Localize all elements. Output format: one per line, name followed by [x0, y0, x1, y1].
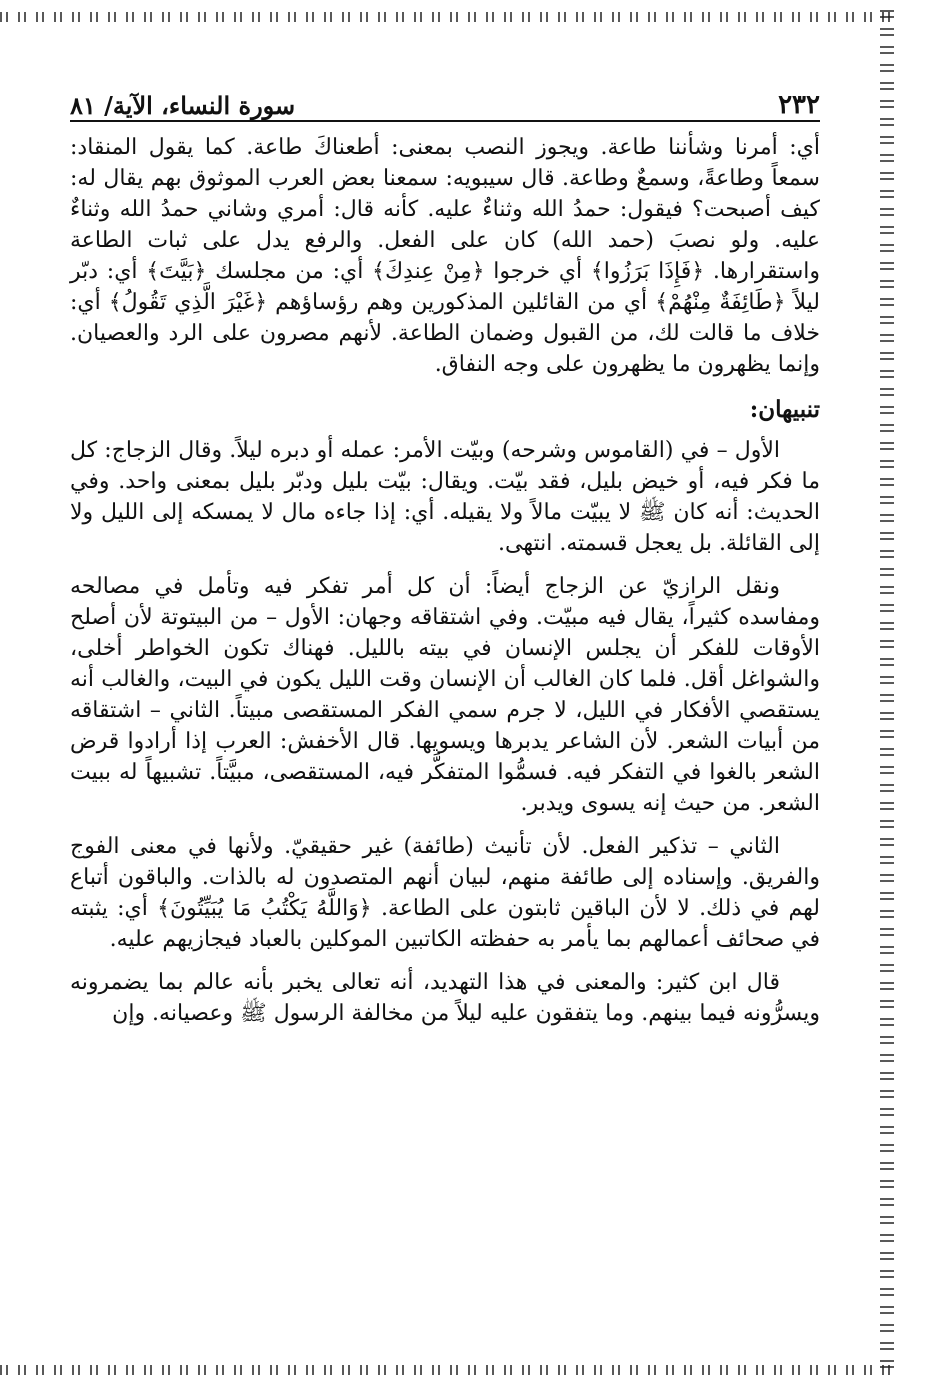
ornamental-border-top — [0, 12, 900, 22]
running-title: سورة النساء، الآية/ ٨١ — [70, 91, 296, 120]
paragraph-1: أي: أمرنا وشأننا طاعة. ويجوز النصب بمعنى: أطعناكَ طاعة. كما يقول المنقاد: سمعاً وطاعةً، وسمعٌ وطاعة. قال سيبويه: سمعنا بعض العرب الموثوق بهم يقال له: كيف أصبحت؟ فيقول: حمدُ الله وثناءٌ عليه. كأنه قال: أمري وشاني حمدُ الله وثناءٌ عليه. ولو نصبَ (حمد الله) كان على الفعل. والرفع يدل على ثبات الطاعة واستقرارها. ﴿فَإِذَا بَرَزُوا﴾ أي خرجوا ﴿مِنْ عِندِكَ﴾ أي: من مجلسك ﴿بَيَّتَ﴾ أي: دبّر ليلاً ﴿طَائِفَةٌ مِنْهُمْ﴾ أي من القائلين المذكورين وهم رؤساؤهم ﴿غَيْرَ الَّذِي تَقُولُ﴾ أي: خلاف ما قالت لك، من القبول وضمان الطاعة. لأنهم مصرون على الرد والعصيان. وإنما يظهرون ما يظهرون على وجه النفاق. — [70, 135, 820, 377]
page-content — [70, 80, 820, 1041]
paragraph-4: الثاني – تذكير الفعل. لأن تأنيث (طائفة) غير حقيقيّ. ولأنها في معنى الفوج والفريق. وإسناده إلى طائفة منهم، لبيان أنهم المتصدون له بالذات. والباقون أتباع لهم في ذلك. لا لأن الباقين ثابتون على الطاعة. ﴿وَاللَّهُ يَكْتُبُ مَا يُبَيِّتُونَ﴾ أي: يثبته في صحائف أعمالهم بما يأمر به حفظته الكاتبين الموكلين بالعباد فيجازيهم عليه. — [70, 834, 821, 952]
paragraph-5: قال ابن كثير: والمعنى في هذا التهديد، أنه تعالى يخبر بأنه عالم بما يضمرونه ويسرُّونه فيما بينهم. وما يتفقون عليه ليلاً من مخالفة الرسول ﷺ وعصيانه. وإن — [70, 970, 820, 1026]
page-body — [70, 132, 820, 1029]
page-header — [70, 80, 820, 122]
section-heading: تنبيهان: — [749, 396, 820, 423]
paragraph-3: ونقل الرازيّ عن الزجاج أيضاً: أن كل أمر تفكر فيه وتأمل في مصالحه ومفاسده كثيراً، يقال فيه مبيّت. وفي اشتقاقه وجهان: الأول – من البيتوتة لأن أصلح الأوقات للفكر أن يجلس الإنسان في بيته بالليل. فهناك تكون الخواطر أخلى، والشواغل أقل. فلما كان الغالب أن الإنسان وقت الليل يكون في البيت، والغالب أنه يستقصي الأفكار في الليل، لا جرم سمي الفكر المستقصى مبيتاً. الثاني – اشتقاقه من أبيات الشعر. لأن الشاعر يدبرها ويسويها. قال الأخفش: العرب إذا أرادوا قرض الشعر بالغوا في التفكر فيه. فسمُّوا المتفكَّر فيه، المستقصى، مبيَّتاً. تشبيهاً له ببيت الشعر. من حيث إنه يسوى ويدبر. — [70, 574, 820, 816]
page-number: ٢٣٢ — [778, 90, 820, 120]
paragraph-2: الأول – في (القاموس وشرحه) وبيّت الأمر: عمله أو دبره ليلاً. وقال الزجاج: كل ما فكر فيه، أو خيض بليل، فقد بيّت. ويقال: بيّت بليل ودبّر بليل بمعنى واحد. وفي الحديث: أنه كان ﷺ لا يبيّت مالاً ولا يقيله. أي: إذا جاءه مال لا يمسكه إلى الليل ولا إلى القائلة. بل يعجل قسمته. انتهى. — [70, 438, 820, 556]
ornamental-border-right — [880, 10, 894, 1378]
ornamental-border-bottom — [0, 1365, 900, 1375]
